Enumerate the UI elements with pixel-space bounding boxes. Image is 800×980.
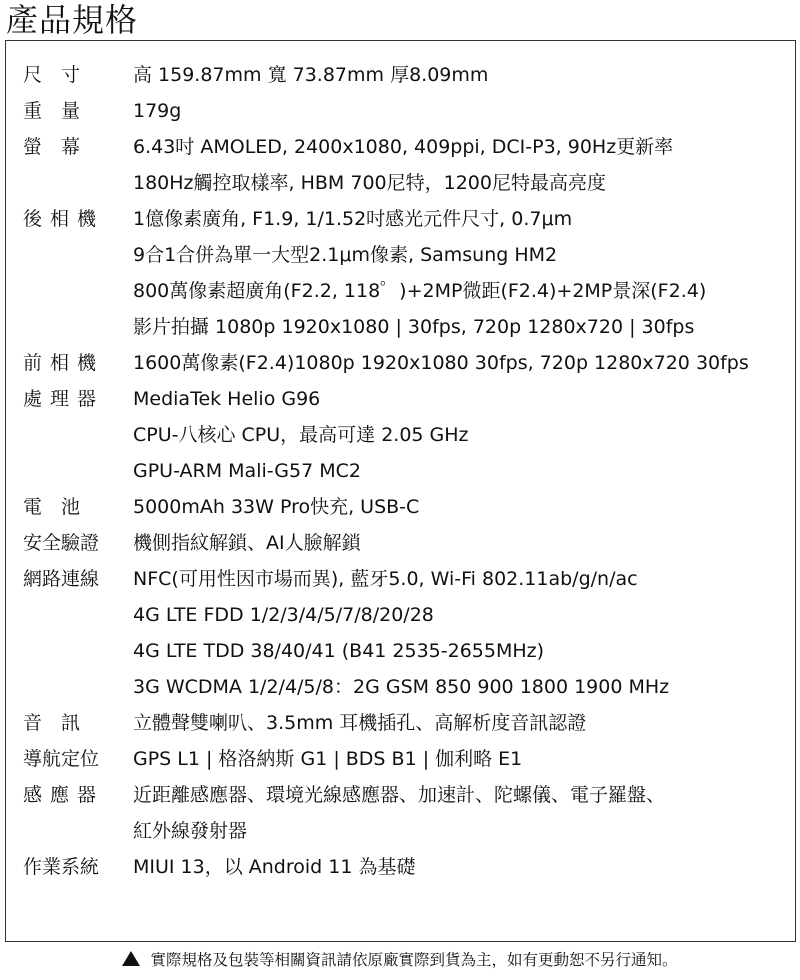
spec-label: 前相機	[23, 352, 105, 374]
spec-values	[133, 705, 795, 741]
spec-row	[6, 489, 795, 525]
spec-values	[133, 129, 795, 201]
spec-label: 尺 寸	[23, 64, 81, 86]
spec-label: 感應器	[23, 784, 105, 806]
spec-value-line: 6.43吋 AMOLED, 2400x1080, 409ppi, DCI-P3, 90Hz更新率	[133, 136, 674, 158]
spec-values	[133, 201, 795, 345]
spec-value-line: 1600萬像素(F2.4)1080p 1920x1080 30fps, 720p 1280x720 30fps	[133, 352, 749, 374]
spec-row	[6, 201, 795, 345]
spec-value-line: 機側指紋解鎖、AI人臉解鎖	[133, 532, 361, 554]
footer-note-text: 實際規格及包裝等相關資訊請依原廠實際到貨為主，如有更動恕不另行通知。	[150, 951, 678, 969]
spec-row	[6, 777, 795, 849]
triangle-up-icon	[122, 951, 140, 966]
spec-value-line: MIUI 13，以 Android 11 為基礎	[133, 856, 416, 878]
spec-row	[6, 705, 795, 741]
spec-values	[133, 849, 795, 885]
spec-value-line: MediaTek Helio G96	[133, 388, 321, 410]
spec-value-line: 立體聲雙喇叭、3.5mm 耳機插孔、高解析度音訊認證	[133, 712, 587, 734]
spec-value-line: 9合1合併為單一大型2.1μm像素, Samsung HM2	[133, 244, 558, 266]
spec-row	[6, 849, 795, 885]
spec-value-line: 179g	[133, 100, 182, 122]
spec-values	[133, 777, 795, 849]
spec-value-line: 800萬像素超廣角(F2.2, 118゜)+2MP微距(F2.4)+2MP景深(F2.4)	[133, 280, 707, 302]
spec-label: 導航定位	[23, 748, 100, 770]
spec-value-line: 180Hz觸控取樣率, HBM 700尼特，1200尼特最高亮度	[133, 172, 606, 194]
spec-value-line: CPU-八核心 CPU，最高可達 2.05 GHz	[133, 424, 469, 446]
spec-row	[6, 741, 795, 777]
spec-value-line: GPS L1 | 格洛納斯 G1 | BDS B1 | 伽利略 E1	[133, 748, 523, 770]
spec-value-line: NFC(可用性因市場而異), 藍牙5.0, Wi-Fi 802.11ab/g/n/ac	[133, 568, 638, 590]
spec-values	[133, 93, 795, 129]
spec-row	[6, 57, 795, 93]
spec-table-box	[5, 40, 796, 942]
spec-row	[6, 129, 795, 201]
spec-value-line: 紅外線發射器	[133, 820, 248, 842]
spec-values	[133, 489, 795, 525]
spec-value-line: 4G LTE FDD 1/2/3/4/5/7/8/20/28	[133, 604, 434, 626]
spec-value-line: 1億像素廣角, F1.9, 1/1.52吋感光元件尺寸, 0.7μm	[133, 208, 573, 230]
spec-label: 電 池	[23, 496, 81, 518]
footer-note	[0, 949, 800, 971]
spec-row	[6, 345, 795, 381]
spec-value-line: 近距離感應器、環境光線感應器、加速計、陀螺儀、電子羅盤、	[133, 784, 666, 806]
spec-values	[133, 525, 795, 561]
spec-values	[133, 57, 795, 93]
spec-row	[6, 525, 795, 561]
spec-label: 安全驗證	[23, 532, 100, 554]
spec-row	[6, 561, 795, 705]
spec-label: 音 訊	[23, 712, 81, 734]
spec-label: 重 量	[23, 100, 81, 122]
spec-label: 作業系統	[23, 856, 100, 878]
spec-values	[133, 345, 795, 381]
spec-row	[6, 381, 795, 489]
page-title: 產品規格	[6, 1, 139, 39]
spec-label: 處理器	[23, 388, 105, 410]
spec-value-line: 高 159.87mm 寬 73.87mm 厚8.09mm	[133, 64, 489, 86]
spec-values	[133, 741, 795, 777]
spec-value-line: 3G WCDMA 1/2/4/5/8：2G GSM 850 900 1800 1900 MHz	[133, 676, 670, 698]
spec-values	[133, 561, 795, 705]
spec-table	[6, 57, 795, 885]
spec-value-line: 影片拍攝 1080p 1920x1080 | 30fps, 720p 1280x720 | 30fps	[133, 316, 695, 338]
spec-row	[6, 93, 795, 129]
spec-label: 螢 幕	[23, 136, 81, 158]
spec-value-line: 4G LTE TDD 38/40/41 (B41 2535-2655MHz)	[133, 640, 545, 662]
spec-values	[133, 381, 795, 489]
spec-label: 後相機	[23, 208, 105, 230]
spec-label: 網路連線	[23, 568, 100, 590]
spec-value-line: 5000mAh 33W Pro快充, USB-C	[133, 496, 420, 518]
spec-value-line: GPU-ARM Mali-G57 MC2	[133, 460, 361, 482]
